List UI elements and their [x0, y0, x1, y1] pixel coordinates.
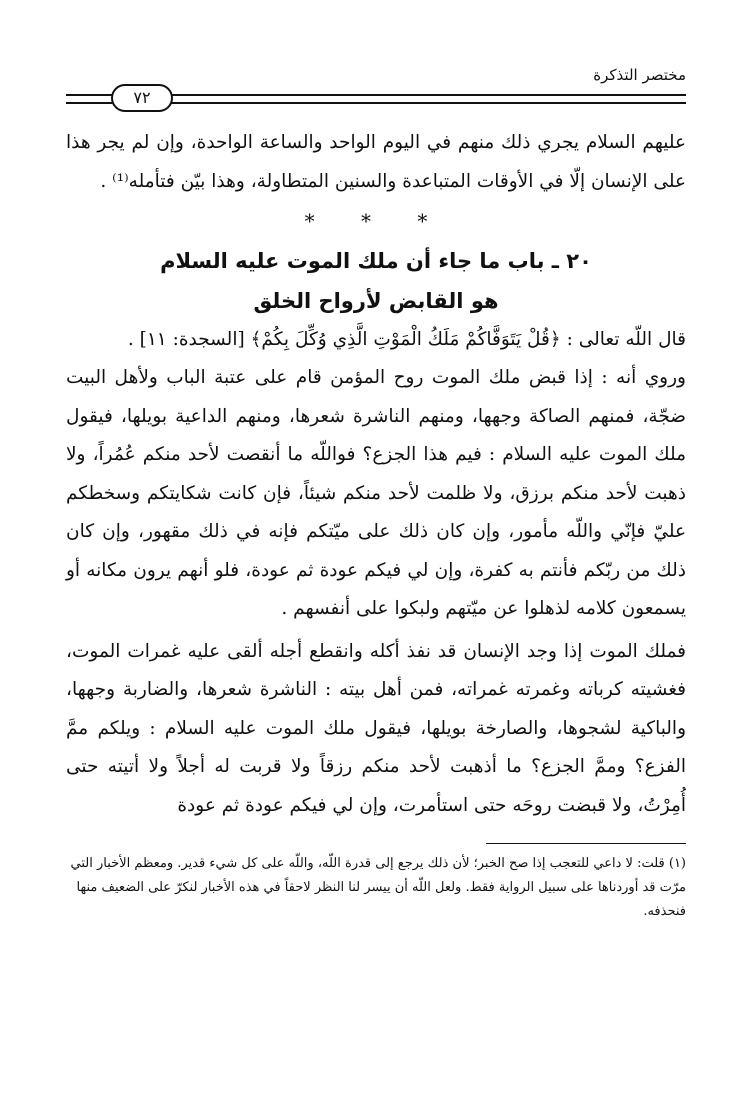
footnote-divider	[486, 843, 686, 844]
page-header	[66, 58, 686, 110]
chapter-title-line1: ٢٠ ـ باب ما جاء أن ملك الموت عليه السلام	[160, 249, 592, 273]
paragraph-narration: وروي أنه : إذا قبض ملك الموت روح المؤمن قام على عتبة الباب ولأهل البيت ضجّة، فمنهم الصاكة وجهها، ومنهم الناشرة شعرها، ومنهم الداعية بويلها، فيقول ملك الموت عليه السلام : فيم هذا الجزع؟ فواللّه ما أنقصت لأحد منكم عُمُراً، ولا ذهبت لأحد منكم برزق، ولا ظلمت لأحد منكم شيئاً، فإن كانت شكايتكم وسخطكم عليّ فإنّي واللّه مأمور، وإن كان ذلك على ميّتكم فإنه في ذلك مقهور، وإن كان ذلك من ربّكم فأنتم به كفرة، وإن لي فيكم عودة ثم عودة، فلو أنهم يرون مكانه أو يسمعون كلامه لذهلوا عن ميّتهم ولبكوا على أنفسهم .	[66, 367, 686, 619]
paragraph-angel-of-death: فملك الموت إذا وجد الإنسان قد نفذ أكله وانقطع أجله ألقى عليه غمرات الموت، فغشيته كرباته وغمرته غمراته، فمن أهل بيته : الناشرة شعرها، والضاربة وجهها، والباكية لشجوها، والصارخة بويلها، فيقول ملك الموت عليه السلام : ويلكم ممَّ الفزع؟ وممَّ الجزع؟ ما أذهبت لأحد منكم رزقاً ولا قربت له أجلاً ولا أتيته حتى أُمِرْتُ، ولا قبضت روحَه حتى استأمرت، وإن لي فيكم عودة ثم عودة	[66, 640, 686, 816]
quran-verse: قال اللّه تعالى : ﴿قُلْ يَتَوَفَّاكُمْ مَلَكُ الْمَوْتِ الَّذِي وُكِّلَ بِكُمْ﴾ [السجدة: ١١] .	[127, 329, 686, 350]
page-number: ٧٢	[111, 84, 173, 112]
footnote-1: (١) قلت: لا داعي للتعجب إذا صح الخبر؛ لأن ذلك يرجع إلى قدرة اللّه، واللّه على كل شيء قدير. ومعظم الأخبار التي مرّت قد أوردناها على سبيل الرواية فقط. ولعل اللّه أن ييسر لنا النظر لاحقاً في هذه الأخبار لنكرّ على الضعيف منها فنحذفه.	[70, 856, 686, 919]
chapter-title-line2: هو القابض لأرواح الخلق	[253, 289, 499, 313]
book-page	[66, 58, 686, 1078]
main-text	[66, 124, 686, 825]
footnotes	[66, 852, 686, 924]
section-separator: * * *	[304, 209, 448, 233]
paragraph-continuation: عليهم السلام يجري ذلك منهم في اليوم الواحد والساعة الواحدة، وإن لم يجر هذا على الإنسان إلّا في الأوقات المتباعدة والسنين المتطاولة، وهذا بيّن فتأمله⁽¹⁾ .	[66, 132, 686, 192]
running-title: مختصر التذكرة	[593, 66, 686, 84]
